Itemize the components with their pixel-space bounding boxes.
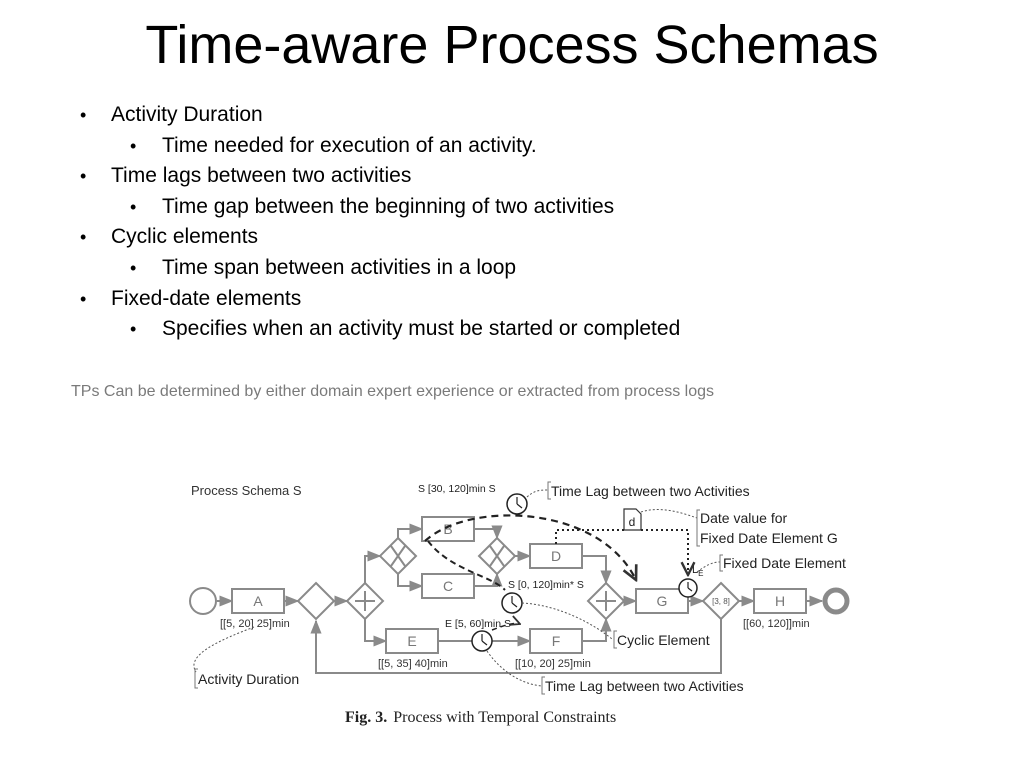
bullet-dot-icon: •: [130, 196, 137, 217]
exclusive-gateway-icon: [298, 583, 334, 619]
activity-label: F: [551, 633, 561, 649]
annotation-time-lag-bottom: Time Lag between two Activities: [545, 678, 744, 694]
bullet-text: Cyclic elements: [111, 225, 259, 249]
activity-h: [754, 589, 806, 613]
duration-label-h: [[60, 120]]min: [743, 618, 810, 630]
activity-label: D: [550, 548, 562, 564]
fixed-date-timer-icon: [679, 579, 697, 597]
bullet-text: Fixed-date elements: [111, 286, 302, 310]
xor-gateway-split-icon: [380, 538, 416, 574]
footnote-text: TPs Can be determined by either domain expert experience or extracted from process logs: [71, 383, 714, 400]
annotation-date-value-line1: Date value for: [700, 510, 788, 526]
bullet-dot-icon: •: [80, 166, 87, 187]
bullet-dot-icon: •: [80, 227, 87, 248]
timer-icon: [502, 593, 522, 613]
bullet-text: Time needed for execution of an activity.: [162, 133, 537, 157]
activity-label: C: [442, 578, 454, 594]
xor-gateway-join-icon: [479, 538, 515, 574]
duration-label-a: [[5, 20] 25]min: [220, 618, 290, 630]
activity-f: [530, 629, 582, 653]
timer-icon: [507, 494, 527, 514]
annotation-activity-duration: Activity Duration: [198, 671, 300, 687]
annotation-fixed-date: Fixed Date Element: [723, 555, 846, 571]
time-lag-bottom-label: E [5, 60]min S: [445, 618, 511, 630]
bullet-text: Time span between activities in a loop: [162, 255, 517, 279]
bullet-dot-icon: •: [80, 288, 87, 309]
bullet-dot-icon: •: [130, 319, 137, 340]
duration-label-e: [[5, 35] 40]min: [378, 658, 448, 670]
bullet-dot-icon: •: [80, 105, 87, 125]
cyclic-lag-label: S [0, 120]min* S: [508, 579, 584, 591]
figure-caption: Fig. 3. Process with Temporal Constraints: [345, 709, 617, 726]
loop-gateway-icon: [703, 583, 739, 619]
parallel-gateway-split-icon: [347, 583, 383, 619]
activity-c: [422, 574, 474, 598]
activity-e: [386, 629, 438, 653]
schema-label: Process Schema S: [191, 483, 302, 498]
parallel-gateway-join-icon: [588, 583, 624, 619]
activity-label: G: [656, 593, 668, 609]
date-marker-label: d: [628, 515, 636, 529]
bullet-dot-icon: •: [130, 135, 137, 156]
bullet-dot-icon: •: [130, 257, 137, 278]
annotation-time-lag-top: Time Lag between two Activities: [551, 483, 750, 499]
slide-title: Time-aware Process Schemas: [145, 15, 879, 75]
activity-label: H: [774, 593, 786, 609]
annotation-cyclic: Cyclic Element: [617, 632, 710, 648]
activity-label: A: [253, 593, 263, 609]
fixed-marker-label: $L_E$: [692, 564, 704, 578]
activity-label: E: [407, 633, 417, 649]
activity-label: B: [443, 521, 453, 537]
bullet-text: Activity Duration: [111, 103, 263, 126]
end-event-icon: [825, 590, 847, 612]
annotation-date-value-line2: Fixed Date Element G: [700, 530, 838, 546]
bullet-text: Time gap between the beginning of two activities: [162, 194, 615, 218]
loop-range-label: [3, 8]: [712, 597, 730, 606]
bullet-text: Specifies when an activity must be started or completed: [162, 317, 681, 341]
duration-label-f: [[10, 20] 25]min: [515, 658, 591, 670]
bullet-text: Time lags between two activities: [111, 164, 412, 188]
timer-icon: [472, 631, 492, 651]
data-object-icon: [624, 509, 641, 530]
activity-a: [232, 589, 284, 613]
start-event-icon: [190, 588, 216, 614]
time-lag-top-label: S [30, 120]min S: [418, 483, 496, 495]
activity-d: [530, 544, 582, 568]
